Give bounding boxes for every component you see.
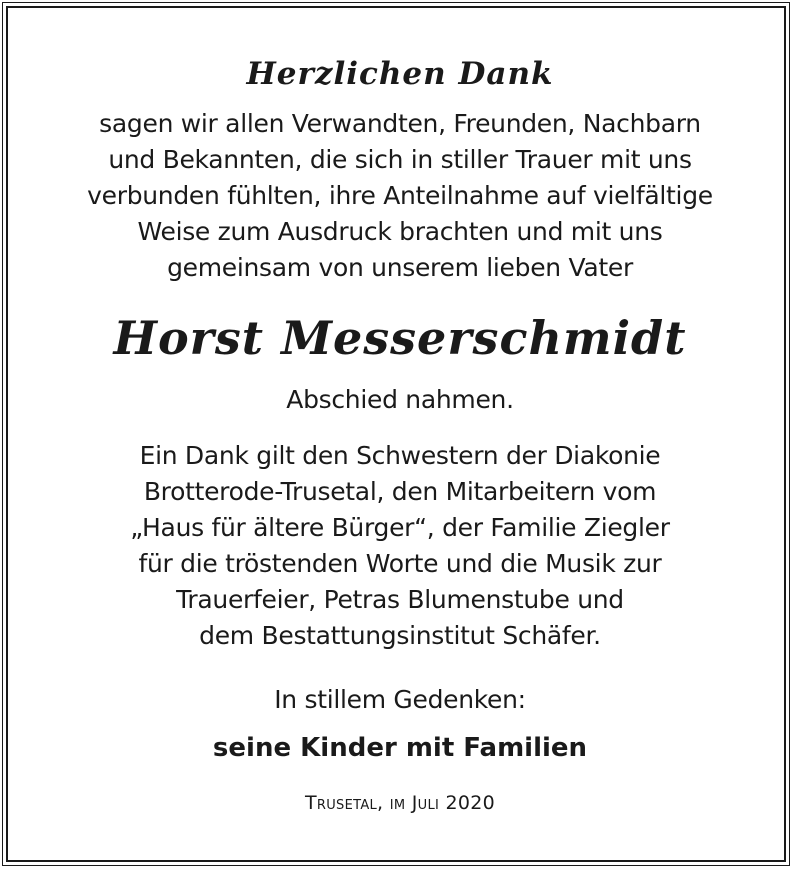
thanks-line: dem Bestattungsinstitut Schäfer. <box>199 621 601 650</box>
farewell-line: Abschied nahmen. <box>286 385 514 414</box>
intro-line: verbunden fühlten, ihre Anteilnahme auf vielfältige <box>87 181 713 210</box>
remembrance-line: In stillem Gedenken: <box>274 685 526 714</box>
deceased-name: Horst Messerschmidt <box>113 311 687 365</box>
thanks-line: für die tröstenden Worte und die Musik zur <box>138 549 662 578</box>
intro-line: und Bekannten, die sich in stiller Trauer mit uns <box>108 145 692 174</box>
notice-content <box>14 14 786 816</box>
intro-line: Weise zum Ausdruck brachten und mit uns <box>137 217 663 246</box>
thanks-line: Ein Dank gilt den Schwestern der Diakonie <box>139 441 661 470</box>
signers: seine Kinder mit Familien <box>212 733 588 763</box>
intro-paragraph <box>14 106 786 286</box>
intro-line: sagen wir allen Verwandten, Freunden, Nachbarn <box>99 109 701 138</box>
thanks-paragraph <box>14 438 786 654</box>
heading: Herzlichen Dank <box>246 56 554 92</box>
thanks-line: „Haus für ältere Bürger“, der Familie Ziegler <box>130 513 670 542</box>
intro-line: gemeinsam von unserem lieben Vater <box>167 253 633 282</box>
thanks-line: Brotterode-Trusetal, den Mitarbeitern vom <box>143 477 657 506</box>
thanks-line: Trauerfeier, Petras Blumenstube und <box>176 585 624 614</box>
place-date: Trusetal, im Juli 2020 <box>304 792 496 814</box>
